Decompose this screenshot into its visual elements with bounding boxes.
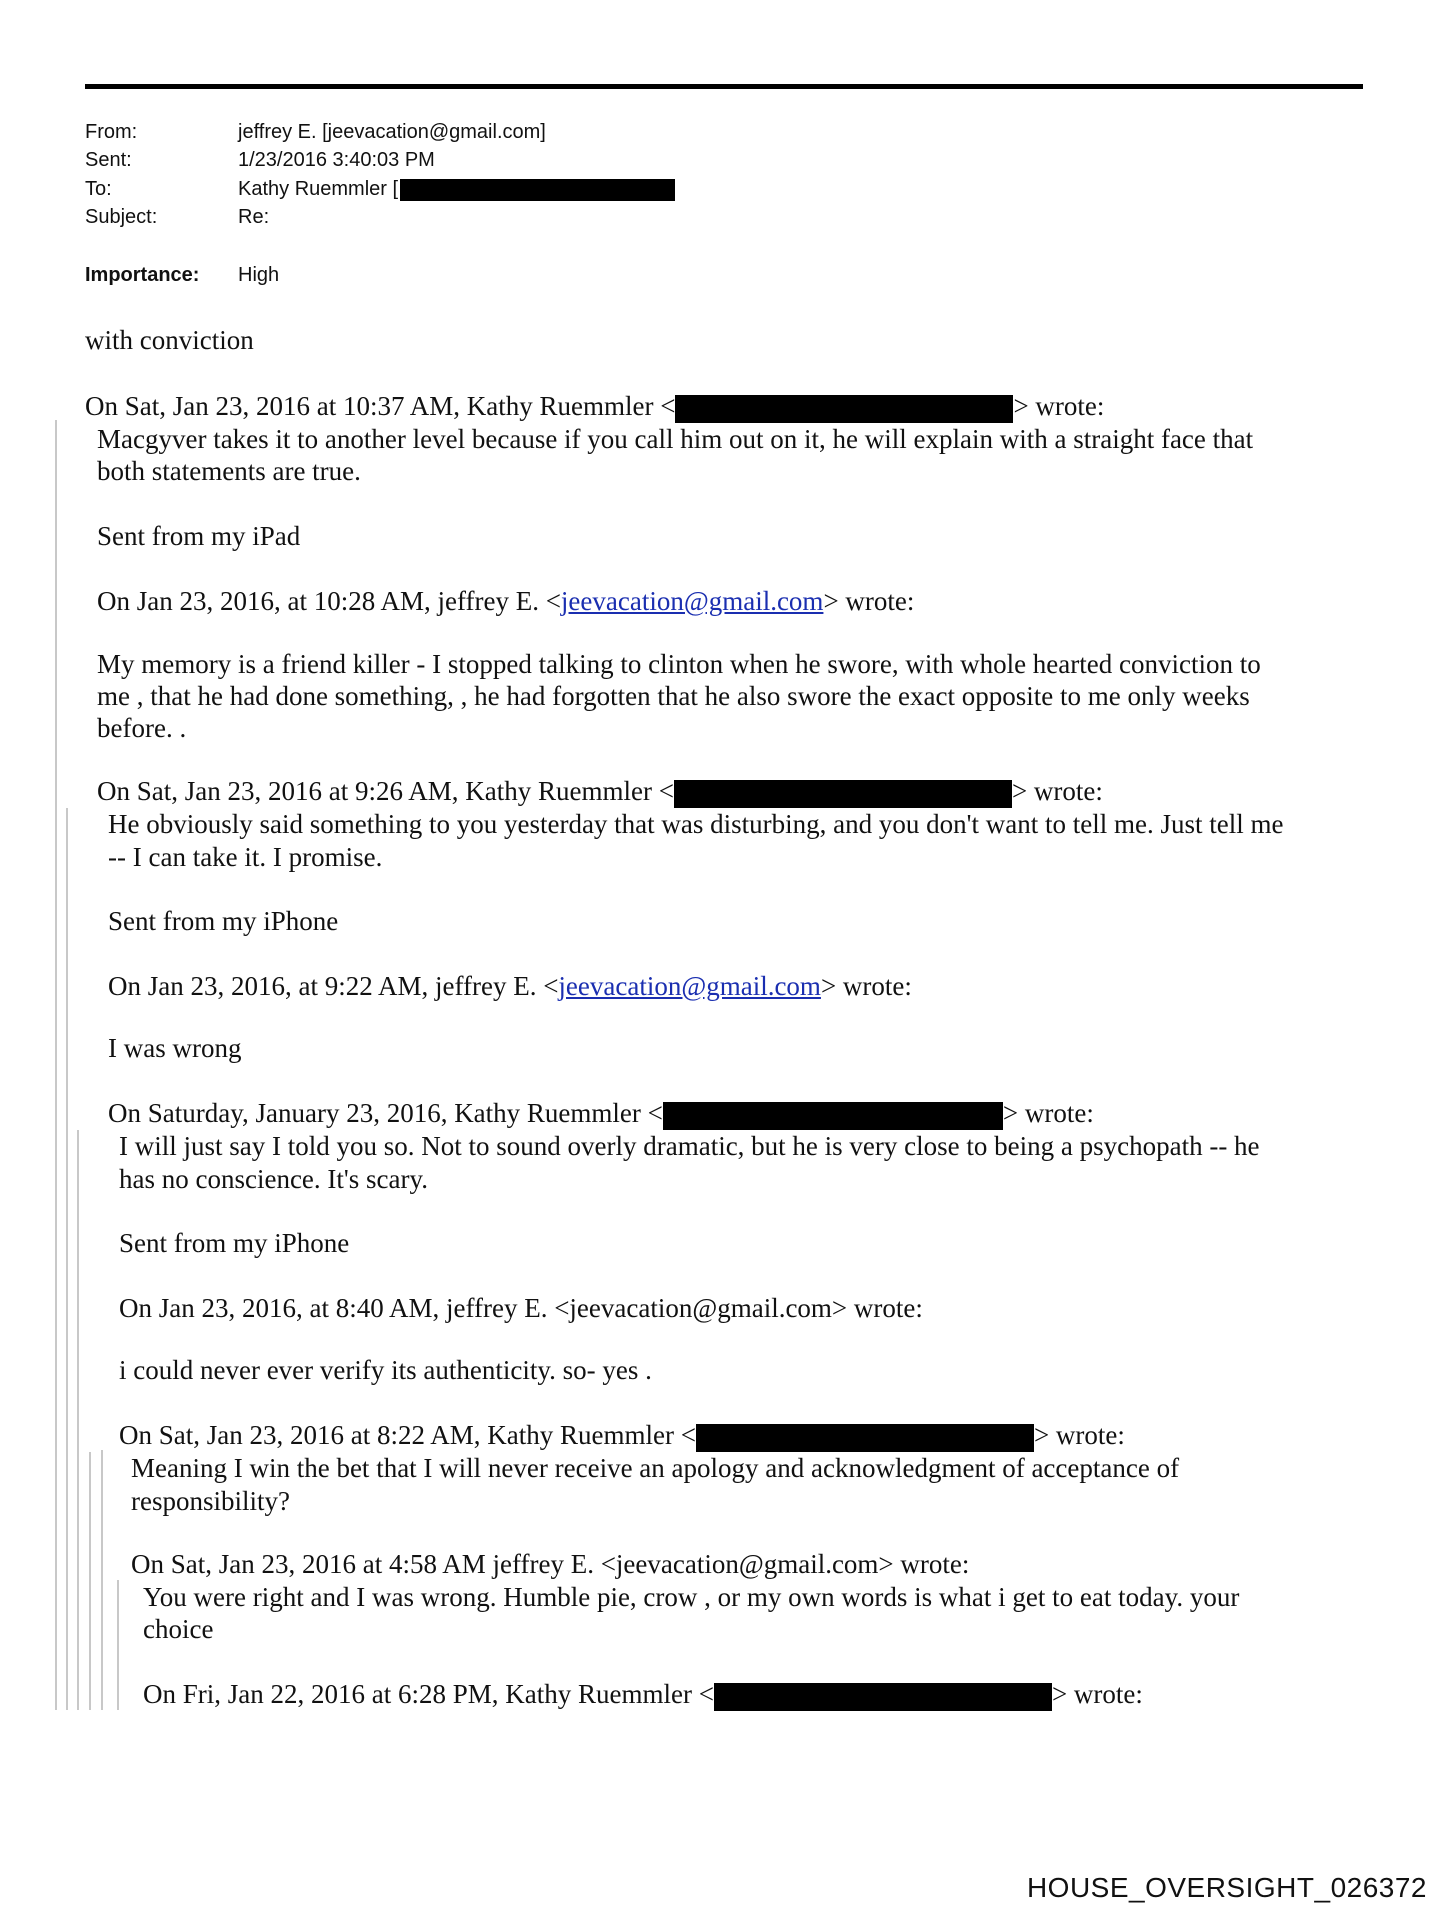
redaction-box bbox=[696, 1424, 1034, 1452]
quote-header-text: > wrote: bbox=[820, 971, 912, 1001]
quote-header-text: > wrote: bbox=[1033, 1420, 1125, 1450]
quote-bar bbox=[77, 1130, 79, 1710]
body-text: before. . bbox=[97, 713, 187, 743]
quote-header bbox=[119, 1419, 1125, 1452]
quote-header-text: > wrote: bbox=[1013, 391, 1105, 421]
quote-header bbox=[97, 775, 1103, 808]
from-value: jeffrey E. [jeevacation@gmail.com] bbox=[238, 121, 546, 143]
email-link[interactable]: jeevacation@gmail.com bbox=[560, 586, 824, 616]
to-value: Kathy Ruemmler [ bbox=[238, 178, 399, 200]
body-text: I will just say I told you so. Not to sound overly dramatic, but he is very close to being a psychopath -- he bbox=[119, 1131, 1260, 1161]
body-text: Meaning I win the bet that I will never receive an apology and acknowledgment of acceptance of bbox=[131, 1453, 1180, 1483]
quote-bar bbox=[55, 420, 57, 1710]
body-text: You were right and I was wrong. Humble pie, crow , or my own words is what i get to eat today. your bbox=[143, 1582, 1240, 1612]
quote-header: On Sat, Jan 23, 2016 at 4:58 AM jeffrey E. <jeevacation@gmail.com> wrote: bbox=[131, 1549, 970, 1579]
quote-bar bbox=[101, 1450, 103, 1710]
quote-header: On Jan 23, 2016, at 8:40 AM, jeffrey E. <jeevacation@gmail.com> wrote: bbox=[119, 1293, 923, 1323]
body-text: Macgyver takes it to another level because if you call him out on it, he will explain with a straight face that bbox=[97, 424, 1254, 454]
body-text: i could never ever verify its authenticity. so- yes . bbox=[119, 1355, 652, 1385]
quote-header-text: On Jan 23, 2016, at 9:22 AM, jeffrey E. < bbox=[108, 971, 559, 1001]
quote-header-text: > wrote: bbox=[1011, 776, 1103, 806]
quote-bar bbox=[66, 808, 68, 1710]
redaction-box bbox=[663, 1102, 1003, 1130]
body-text: me , that he had done something, , he had forgotten that he also swore the exact opposite to me only weeks bbox=[97, 681, 1250, 711]
sent-label: Sent: bbox=[85, 149, 132, 171]
quote-header bbox=[85, 390, 1104, 423]
signature-text: Sent from my iPad bbox=[97, 521, 301, 551]
body-text: My memory is a friend killer - I stopped talking to clinton when he swore, with whole hearted conviction to bbox=[97, 649, 1261, 679]
quote-header bbox=[108, 1097, 1094, 1130]
quote-header-text: > wrote: bbox=[1051, 1679, 1143, 1709]
signature-text: Sent from my iPhone bbox=[108, 906, 339, 936]
body-text: responsibility? bbox=[131, 1486, 290, 1516]
from-label: From: bbox=[85, 121, 138, 143]
email-link[interactable]: jeevacation@gmail.com bbox=[558, 971, 821, 1001]
quote-header-text: > wrote: bbox=[1002, 1098, 1094, 1128]
to-value-wrap bbox=[238, 177, 675, 201]
header-rule bbox=[85, 84, 1363, 89]
quote-header-text: On Sat, Jan 23, 2016 at 8:22 AM, Kathy Ruemmler < bbox=[119, 1420, 696, 1450]
quote-header-text: > wrote: bbox=[823, 586, 915, 616]
quote-header-text: On Jan 23, 2016, at 10:28 AM, jeffrey E. < bbox=[97, 586, 561, 616]
quote-header-text: On Saturday, January 23, 2016, Kathy Ruemmler < bbox=[108, 1098, 663, 1128]
quote-header-text: On Fri, Jan 22, 2016 at 6:28 PM, Kathy Ruemmler < bbox=[143, 1679, 714, 1709]
subject-value: Re: bbox=[238, 206, 270, 228]
body-text: both statements are true. bbox=[97, 456, 361, 486]
sent-value: 1/23/2016 3:40:03 PM bbox=[238, 149, 435, 171]
quote-bar bbox=[89, 1452, 91, 1710]
importance-value: High bbox=[238, 264, 280, 286]
body-text: I was wrong bbox=[108, 1033, 242, 1063]
subject-label: Subject: bbox=[85, 206, 158, 228]
body-text: He obviously said something to you yesterday that was disturbing, and you don't want to tell me. Just tell me bbox=[108, 809, 1284, 839]
importance-label: Importance: bbox=[85, 264, 200, 286]
quote-header-text: On Sat, Jan 23, 2016 at 10:37 AM, Kathy Ruemmler < bbox=[85, 391, 676, 421]
redaction-box bbox=[675, 395, 1013, 423]
to-label: To: bbox=[85, 178, 112, 200]
body-text: -- I can take it. I promise. bbox=[108, 842, 383, 872]
quote-header-text: On Sat, Jan 23, 2016 at 9:26 AM, Kathy Ruemmler < bbox=[97, 776, 674, 806]
redaction-box bbox=[674, 780, 1012, 808]
body-text: with conviction bbox=[85, 325, 254, 355]
redaction-box bbox=[714, 1683, 1052, 1711]
redaction-box bbox=[400, 179, 675, 201]
bates-number: HOUSE_OVERSIGHT_026372 bbox=[1026, 1872, 1427, 1903]
body-text: choice bbox=[143, 1614, 214, 1644]
quote-header bbox=[97, 585, 914, 617]
quote-bar bbox=[117, 1580, 119, 1710]
quote-header bbox=[108, 970, 912, 1002]
body-text: has no conscience. It's scary. bbox=[119, 1164, 428, 1194]
signature-text: Sent from my iPhone bbox=[119, 1228, 350, 1258]
quote-header bbox=[143, 1678, 1143, 1711]
